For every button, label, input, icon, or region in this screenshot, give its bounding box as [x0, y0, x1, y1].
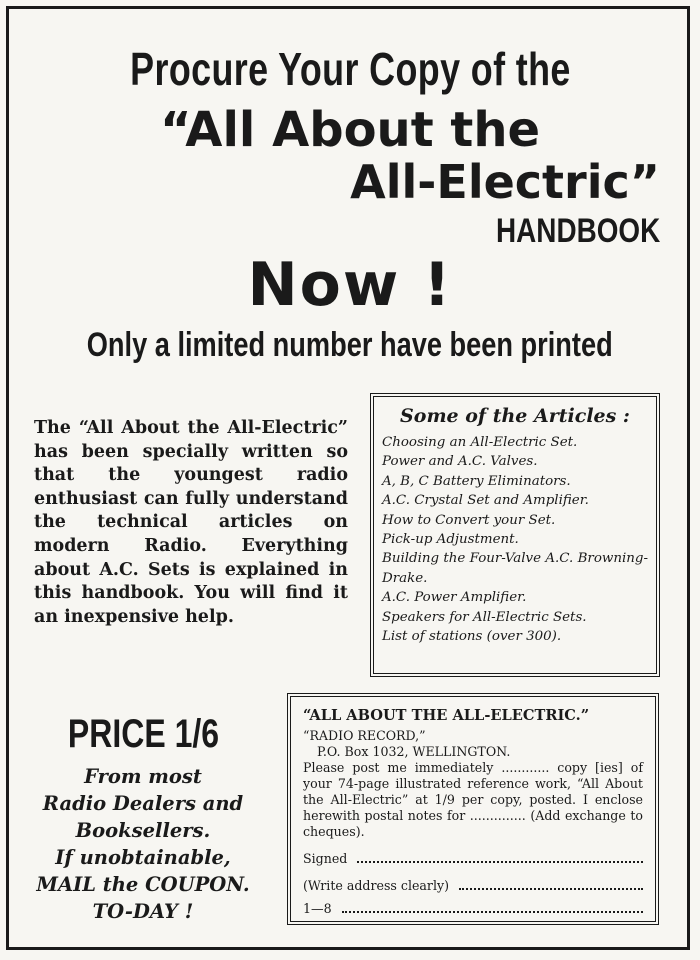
handbook-label: HANDBOOK: [495, 212, 660, 250]
article-item: How to Convert your Set.: [382, 512, 556, 528]
coupon-address: P.O. Box 1032, WELLINGTON.: [317, 744, 511, 759]
article-item: List of stations (over 300).: [382, 629, 562, 645]
signed-label: Signed: [303, 851, 348, 866]
price-line: If unobtainable,: [55, 846, 231, 869]
articles-box: [370, 393, 660, 677]
price-line: Booksellers.: [75, 819, 211, 842]
article-item: Building the Four-Valve A.C. Browning-Drake.: [382, 551, 648, 586]
coupon-recipient: “RADIO RECORD,”: [303, 728, 426, 743]
address-label: (Write address clearly): [303, 878, 450, 893]
limited-notice: Only a limited number have been printed: [86, 326, 613, 364]
signed-field[interactable]: [357, 850, 643, 863]
price-line: MAIL the COUPON.: [36, 873, 250, 896]
article-item: A, B, C Battery Eliminators.: [382, 473, 571, 489]
price-details: [20, 763, 266, 925]
title-line-1: “All About the: [159, 102, 541, 158]
price-line: From most: [84, 765, 202, 788]
headline-procure: Procure Your Copy of the: [129, 43, 571, 95]
now-heading: Now !: [247, 250, 453, 320]
article-item: A.C. Crystal Set and Amplifier.: [382, 493, 589, 509]
article-item: A.C. Power Amplifier.: [382, 590, 527, 606]
article-item: Speakers for All-Electric Sets.: [382, 609, 587, 625]
price-block: [20, 712, 266, 925]
description-paragraph: The “All About the All-Electric” has been specially written so that the youngest radio enthusiast can fully understand the technical articles on modern Radio. Everything about A.C. Sets is explained in this handbook. You will find it an inexpensive help.: [34, 418, 348, 627]
price-line: Radio Dealers and: [42, 792, 244, 815]
address-field-2[interactable]: [342, 900, 643, 913]
articles-list: [382, 433, 648, 646]
articles-title: Some of the Articles :: [400, 405, 630, 427]
article-item: Pick-up Adjustment.: [382, 532, 519, 548]
address-row[interactable]: [303, 877, 643, 894]
signed-row[interactable]: [303, 850, 643, 867]
price-line: TO-DAY !: [92, 900, 194, 923]
order-coupon[interactable]: [287, 693, 659, 925]
address-field[interactable]: [459, 877, 643, 890]
coupon-title: “ALL ABOUT THE ALL-ELECTRIC.”: [303, 707, 590, 724]
coupon-body: Please post me immediately ............ copy [ies] of your 74-page illustrated reference work, “All About the All-Electric” at 1/9 per copy, posted. I enclose herewith postal notes for .............. (Add exchange to cheques).: [303, 760, 643, 839]
code-row: [303, 900, 643, 917]
title-line-2: All-Electric”: [350, 155, 660, 209]
price-label: PRICE 1/6: [67, 712, 219, 756]
article-item: Choosing an All-Electric Set.: [382, 435, 578, 450]
coupon-code: 1—8: [303, 901, 332, 916]
article-item: Power and A.C. Valves.: [382, 454, 538, 470]
